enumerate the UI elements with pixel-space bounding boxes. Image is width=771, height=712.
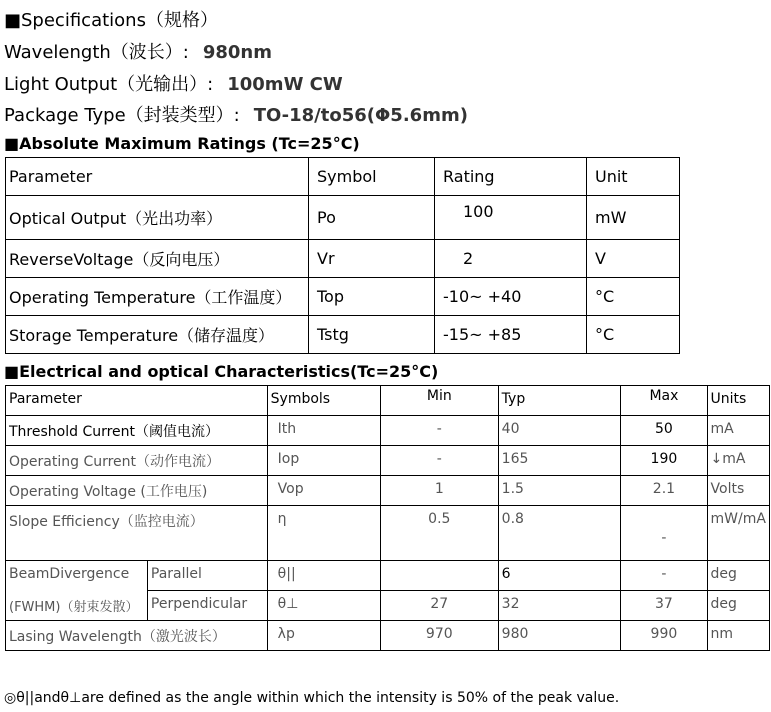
table-cell: 1 bbox=[380, 476, 498, 506]
table-row bbox=[6, 591, 770, 621]
table-cell: °C bbox=[587, 316, 680, 354]
table-cell: Storage Temperature（储存温度） bbox=[6, 316, 309, 354]
table-cell: Optical Output（光出功率） bbox=[6, 196, 309, 240]
table-cell: 6 bbox=[498, 561, 621, 591]
table-cell: 100 bbox=[435, 196, 587, 240]
table-cell: 980 bbox=[498, 621, 621, 651]
abs-max-ratings-table bbox=[5, 157, 680, 354]
table-cell: Top bbox=[309, 278, 435, 316]
table-cell: Parallel bbox=[147, 561, 267, 591]
table-row bbox=[6, 240, 680, 278]
specifications-heading: ■Specifications（规格） bbox=[4, 10, 218, 31]
beam-divergence-label: BeamDivergence bbox=[6, 561, 148, 591]
table-cell: - bbox=[621, 561, 707, 591]
header-cell: Unit bbox=[587, 158, 680, 196]
spec-wavelength: Wavelength（波长）: 980nm bbox=[4, 42, 272, 63]
spec-light-output: Light Output（光输出）: 100mW CW bbox=[4, 74, 343, 95]
header-cell: Typ bbox=[498, 386, 621, 416]
electrical-optical-table bbox=[5, 385, 770, 651]
table-cell: - bbox=[380, 416, 498, 446]
table-row bbox=[6, 446, 770, 476]
table-cell: mA bbox=[707, 416, 769, 446]
table-cell: 970 bbox=[380, 621, 498, 651]
table-cell: η bbox=[267, 506, 380, 561]
abs-max-ratings-title: ■Absolute Maximum Ratings (Tc=25°C) bbox=[4, 134, 360, 153]
table-cell: deg bbox=[707, 591, 769, 621]
table-cell: 0.8 bbox=[498, 506, 621, 561]
header-cell: Parameter bbox=[6, 158, 309, 196]
table-cell: Lasing Wavelength（激光波长） bbox=[6, 621, 268, 651]
table-cell: -10~ +40 bbox=[435, 278, 587, 316]
table-cell: 40 bbox=[498, 416, 621, 446]
table-cell: 2 bbox=[435, 240, 587, 278]
header-cell: Symbol bbox=[309, 158, 435, 196]
table-cell: °C bbox=[587, 278, 680, 316]
table-row bbox=[6, 506, 770, 561]
table-cell: Perpendicular bbox=[147, 591, 267, 621]
table-cell: ↓mA bbox=[707, 446, 769, 476]
table-cell: 1.5 bbox=[498, 476, 621, 506]
header-cell: Max bbox=[621, 386, 707, 416]
table-row bbox=[6, 561, 770, 591]
table-cell: ReverseVoltage（反向电压） bbox=[6, 240, 309, 278]
table-cell: 165 bbox=[498, 446, 621, 476]
table-row bbox=[6, 476, 770, 506]
footnote: ◎θ||andθ⊥are defined as the angle within which the intensity is 50% of the peak value. bbox=[4, 690, 620, 706]
header-cell: Units bbox=[707, 386, 769, 416]
table-cell: V bbox=[587, 240, 680, 278]
table-cell: θ⊥ bbox=[267, 591, 380, 621]
table-cell: Operating Voltage (工作电压) bbox=[6, 476, 268, 506]
table-cell: θ|| bbox=[267, 561, 380, 591]
header-cell: Rating bbox=[435, 158, 587, 196]
header-cell: Symbols bbox=[267, 386, 380, 416]
table-cell: 0.5 bbox=[380, 506, 498, 561]
table-cell: deg bbox=[707, 561, 769, 591]
table-row bbox=[6, 316, 680, 354]
table-row bbox=[6, 278, 680, 316]
table-cell: Iop bbox=[267, 446, 380, 476]
spec-package-type: Package Type（封装类型）: TO-18/to56(Φ5.6mm) bbox=[4, 105, 468, 126]
table-cell: 37 bbox=[621, 591, 707, 621]
table-cell: nm bbox=[707, 621, 769, 651]
table-header-row bbox=[6, 386, 770, 416]
table-cell: Operating Current（动作电流） bbox=[6, 446, 268, 476]
table-cell: mW bbox=[587, 196, 680, 240]
table-cell: Tstg bbox=[309, 316, 435, 354]
table-cell: Vr bbox=[309, 240, 435, 278]
table-cell: 50 bbox=[621, 416, 707, 446]
table-row bbox=[6, 416, 770, 446]
table-row bbox=[6, 196, 680, 240]
table-cell: λp bbox=[267, 621, 380, 651]
table-cell: mW/mA bbox=[707, 506, 769, 561]
fwhm-label: (FWHM)（射束发散） bbox=[6, 591, 148, 621]
table-cell: 27 bbox=[380, 591, 498, 621]
table-cell bbox=[380, 561, 498, 591]
table-cell: Po bbox=[309, 196, 435, 240]
table-cell: - bbox=[380, 446, 498, 476]
table-cell: 32 bbox=[498, 591, 621, 621]
table-cell: 2.1 bbox=[621, 476, 707, 506]
header-cell: Parameter bbox=[6, 386, 268, 416]
table-cell: -15~ +85 bbox=[435, 316, 587, 354]
table-cell: Ith bbox=[267, 416, 380, 446]
table-cell: Volts bbox=[707, 476, 769, 506]
header-cell: Min bbox=[380, 386, 498, 416]
table-header-row bbox=[6, 158, 680, 196]
table-cell: Operating Temperature（工作温度） bbox=[6, 278, 309, 316]
table-cell: 990 bbox=[621, 621, 707, 651]
electrical-optical-title: ■Electrical and optical Characteristics(Tc=25°C) bbox=[4, 362, 439, 381]
table-cell: Vop bbox=[267, 476, 380, 506]
table-cell: Slope Efficiency（监控电流） bbox=[6, 506, 268, 561]
table-cell: Threshold Current（阈值电流） bbox=[6, 416, 268, 446]
table-cell: 190 bbox=[621, 446, 707, 476]
table-cell: - bbox=[621, 506, 707, 561]
table-row bbox=[6, 621, 770, 651]
